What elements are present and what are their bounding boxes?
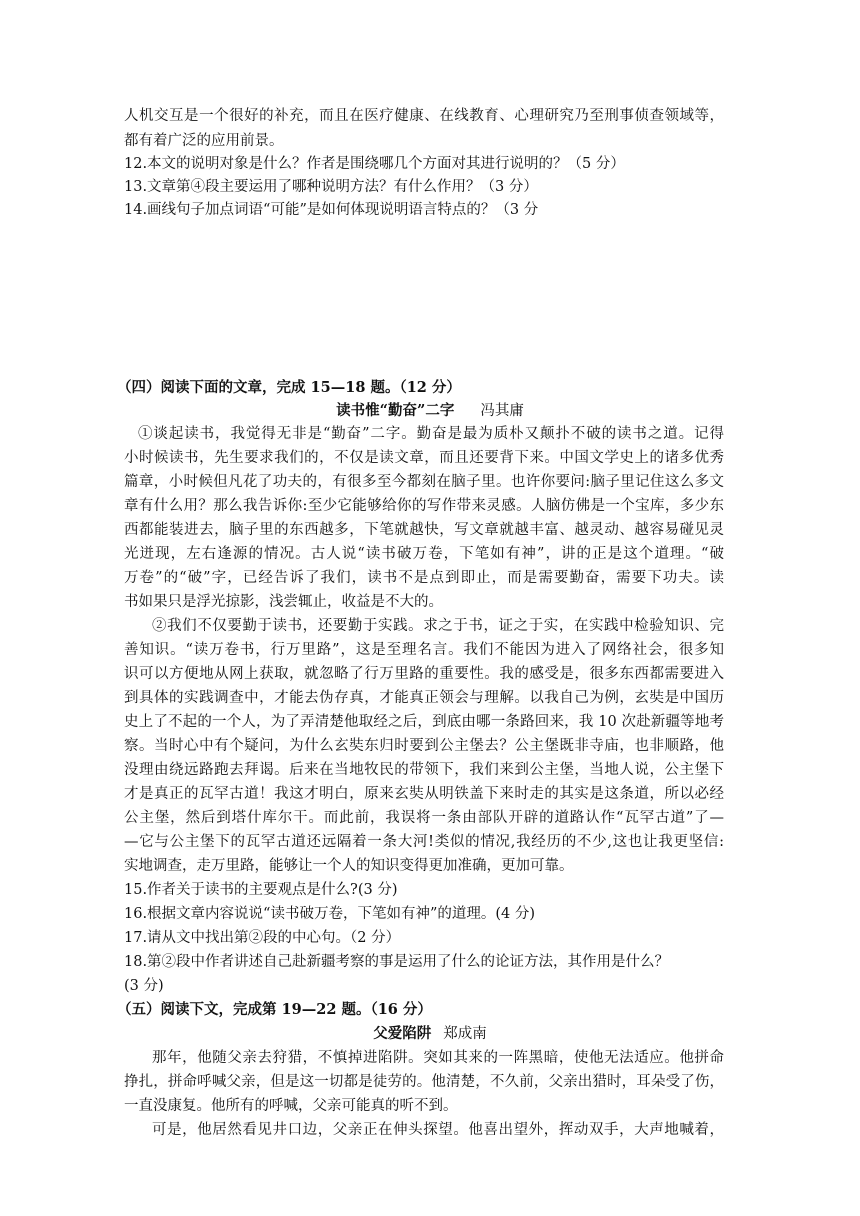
s4-p2-line-4: 到具体的实践调查中，才能去伪存真，才能真正领会与理解。以我自己为例，玄奘是中国历 xyxy=(124,690,724,706)
s4-p1-line-2: 小时候读书，先生要求我们的，不仅是读文章，而且还要背下来。中国文学史上的诸多优秀 xyxy=(124,450,724,466)
s4-p2-line-3: 识可以方便地从网上获取，就忽略了行万里路的重要性。我的感受是，很多东西都需要进入 xyxy=(124,666,724,682)
section-4-title-row xyxy=(0,401,860,421)
s4-p1-line-8: 书如果只是浮光掠影，浅尝辄止，收益是不大的。 xyxy=(124,594,443,610)
s4-p2-line-1: ②我们不仅要勤于读书，还要勤于实践。求之于书，证之于实，在实践中检验知识、完 xyxy=(152,618,724,634)
section-5-heading: （五）阅读下文，完成第 19—22 题。（16 分） xyxy=(117,1001,432,1018)
section-4-heading: （四）阅读下面的文章，完成 15—18 题。（12 分） xyxy=(117,379,461,396)
s4-p2-line-8: 才是真正的瓦罕古道！我这才明白，原来玄奘从明铁盖下来时走的其实是这条道，所以必经 xyxy=(124,786,724,802)
top-text-line-1: 人机交互是一个很好的补充，而且在医疗健康、在线教育、心理研究乃至刑事侦查领域等， xyxy=(124,108,724,124)
s4-p2-line-10: —它与公主堡下的瓦罕古道还远隔着一条大河!类似的情况,我经历的不少,这也让我更坚信: xyxy=(124,834,724,850)
s5-p1-line-3: 一直没康复。他所有的呼喊，父亲可能真的听不到。 xyxy=(124,1098,458,1114)
section-5-title: 父爱陷阱 xyxy=(373,1025,432,1042)
question-14: 14.画线句子加点词语“可能”是如何体现说明语言特点的？（3 分 xyxy=(124,202,539,218)
s4-p2-line-11: 实地调查，走万里路，能够让一个人的知识变得更加准确，更加可靠。 xyxy=(124,858,574,874)
s4-p2-line-6: 察。当时心中有个疑问，为什么玄奘东归时要到公主堡去？公主堡既非寺庙，也非顺路，他 xyxy=(124,738,724,754)
question-13: 13.文章第④段主要运用了哪种说明方法？有什么作用？（3 分） xyxy=(124,179,538,195)
s4-p1-line-7: 万卷”的“破”字，已经告诉了我们，读书不是点到即止，而是需要勤奋，需要下功夫。读 xyxy=(124,570,724,586)
section-4-title: 读书惟“勤奋”二字 xyxy=(336,402,455,419)
question-18: 18.第②段中作者讲述自己赴新疆考察的事是运用了什么的论证方法，其作用是什么？ xyxy=(124,954,670,970)
s4-p1-line-1: ①谈起读书，我觉得无非是“勤奋”二字。勤奋是最为质朴又颠扑不破的读书之道。记得 xyxy=(138,426,724,442)
s4-p2-line-2: 善知识。“读万卷书，行万里路”，这是至理名言。我们不能因为进入了网络社会，很多知 xyxy=(124,642,724,658)
question-18-points: (3 分) xyxy=(124,978,164,994)
s5-p1-line-2: 挣扎，拼命呼喊父亲，但是这一切都是徒劳的。他清楚，不久前，父亲出猎时，耳朵受了伤， xyxy=(124,1074,724,1090)
s4-p1-line-5: 西都能装进去，脑子里的东西越多，下笔就越快，写文章就越丰富、越灵动、越容易碰见灵 xyxy=(124,522,724,538)
section-4-author: 冯其庸 xyxy=(480,403,524,419)
question-16: 16.根据文章内容说说“读书破万卷，下笔如有神”的道理。(4 分) xyxy=(124,906,536,922)
s4-p1-line-4: 章有什么用？那么我告诉你:至少它能够给你的写作带来灵感。人脑仿佛是一个宝库，多少东 xyxy=(124,498,724,514)
question-17: 17.请从文中找出第②段的中心句。（2 分） xyxy=(124,930,401,946)
section-5-author: 郑成南 xyxy=(443,1026,487,1042)
s4-p2-line-9: 公主堡，然后到塔什库尔干。而此前，我误将一条由部队开辟的道路认作“瓦罕古道”了— xyxy=(124,810,724,826)
s4-p1-line-3: 篇章，小时候但凡花了功夫的，有很多至今都刻在脑子里。也许你要问:脑子里记住这么多文 xyxy=(124,474,724,490)
s4-p1-line-6: 光迸现，左右逢源的情况。古人说“读书破万卷，下笔如有神”，讲的正是这个道理。“破 xyxy=(124,546,724,562)
s5-p2-line-1: 可是，他居然看见井口边，父亲正在伸头探望。他喜出望外，挥动双手，大声地喊着， xyxy=(152,1122,724,1138)
section-5-title-row xyxy=(0,1024,860,1044)
s5-p1-line-1: 那年，他随父亲去狩猎，不慎掉进陷阱。突如其来的一阵黑暗，使他无法适应。他拼命 xyxy=(152,1050,724,1066)
question-15: 15.作者关于读书的主要观点是什么?(3 分) xyxy=(124,882,398,898)
top-text-line-2: 都有着广泛的应用前景。 xyxy=(124,133,284,149)
s4-p2-line-7: 没理由绕远路跑去拜谒。后来在当地牧民的带领下，我们来到公主堡，当地人说，公主堡下 xyxy=(124,762,724,778)
question-12: 12.本文的说明对象是什么？作者是围绕哪几个方面对其进行说明的？（5 分） xyxy=(124,156,625,172)
s4-p2-line-5: 史上了不起的一个人，为了弄清楚他取经之后，到底由哪一条路回来，我 10 次赴新疆等地考 xyxy=(124,714,724,730)
